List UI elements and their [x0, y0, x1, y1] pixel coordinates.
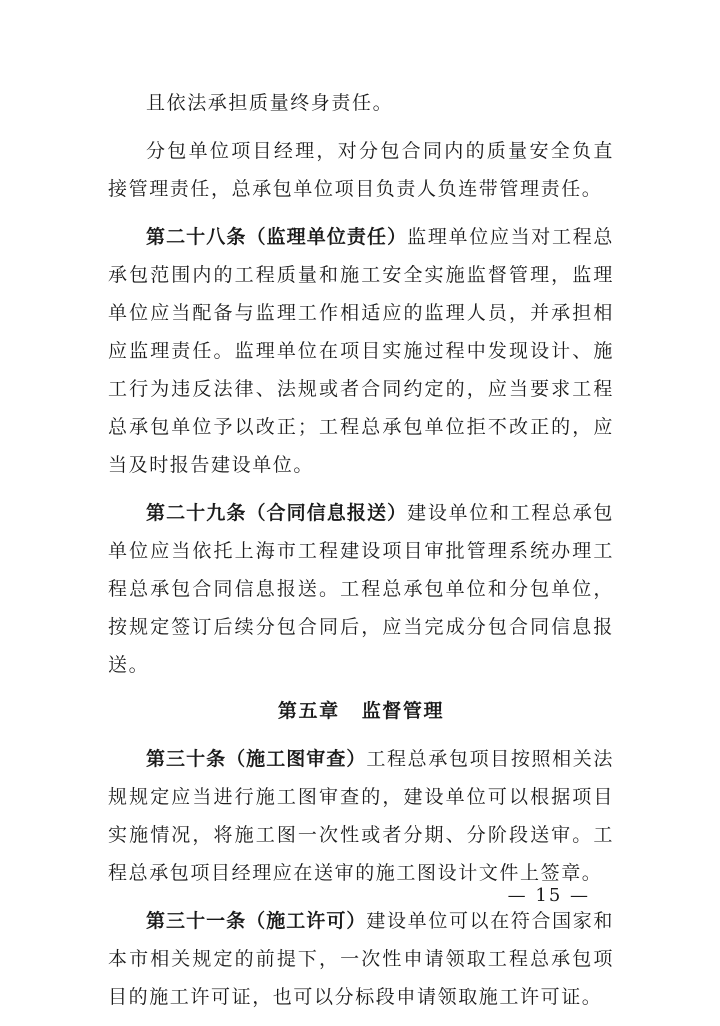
article-text: 监理单位应当对工程总承包范围内的工程质量和施工安全实施监督管理，监理单位应当配备与监理工作相适应的监理人员，并承担相应监理责任。监理单位在项目实施过程中发现设计、施工行为违反法律、法规或者合同约定的，应当要求工程总承包单位予以改正；工程总承包单位拒不改正的，应当及时报告建设单位。: [108, 226, 614, 476]
chapter-number: 第五章: [277, 700, 340, 722]
paragraph-text: 分包单位项目经理，对分包合同内的质量安全负直接管理责任，总承包单位项目负责人负连带管理责任。: [108, 140, 614, 200]
article-title: 第三十一条（施工许可）: [146, 910, 367, 932]
article-title: 第二十八条（监理单位责任）: [146, 226, 408, 248]
article-28: [108, 218, 614, 484]
article-title: 第二十九条（合同信息报送）: [146, 502, 408, 524]
paragraph-continuation: [108, 84, 614, 122]
page-number: — 15 —: [507, 885, 590, 906]
article-title: 第三十条（施工图审查）: [146, 748, 367, 770]
article-30: [108, 740, 614, 892]
chapter-name: 监督管理: [361, 700, 445, 722]
article-text: 工程总承包项目按照相关法规规定应当进行施工图审查的，建设单位可以根据项目实施情况，将施工图一次性或者分期、分阶段送审。工程总承包项目经理应在送审的施工图设计文件上签章。: [108, 748, 614, 884]
chapter-heading: [108, 692, 614, 730]
article-29: [108, 494, 614, 684]
article-text: 建设单位可以在符合国家和本市相关规定的前提下，一次性申请领取工程总承包项目的施工许可证，也可以分标段申请领取施工许可证。: [108, 910, 614, 1008]
article-31: [108, 902, 614, 1016]
paragraph-subcontract-manager: [108, 132, 614, 208]
article-text: 建设单位和工程总承包单位应当依托上海市工程建设项目审批管理系统办理工程总承包合同信息报送。工程总承包单位和分包单位，按规定签订后续分包合同后，应当完成分包合同信息报送。: [108, 502, 614, 676]
paragraph-text: 且依法承担质量终身责任。: [146, 92, 394, 114]
